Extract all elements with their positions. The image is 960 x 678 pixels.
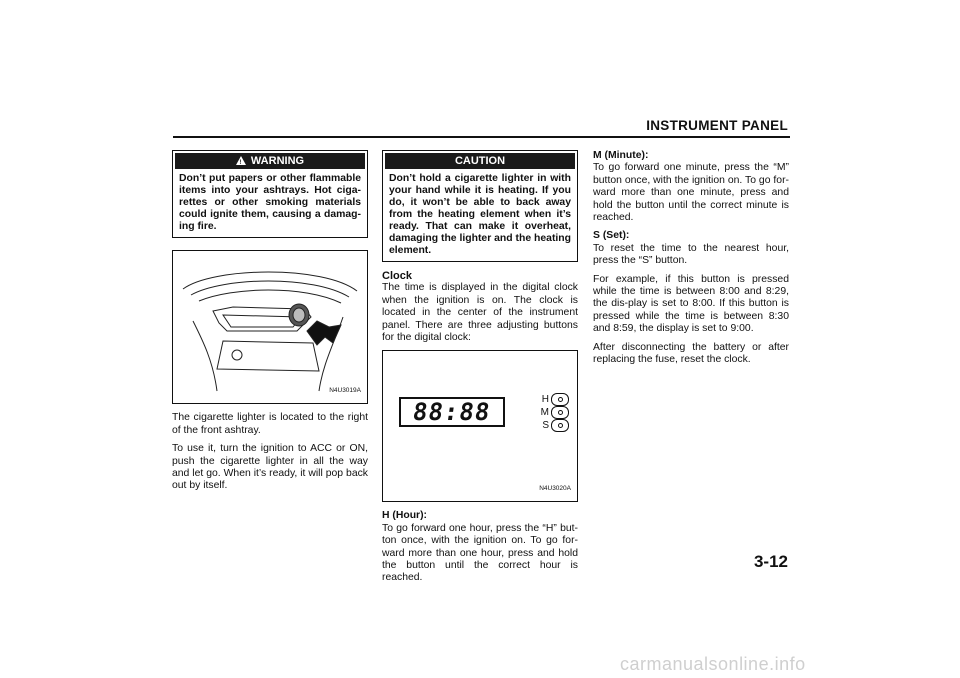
set-text: To reset the time to the nearest hour, press the “S” button.	[593, 242, 789, 267]
hour-heading: H (Hour):	[382, 510, 428, 522]
column-left	[172, 150, 368, 499]
round-button-icon	[551, 393, 569, 406]
reset-text: After disconnecting the battery or after replacing the fuse, reset the clock.	[593, 341, 789, 366]
warning-box	[172, 150, 368, 238]
clock-button-s-label: S	[542, 419, 549, 431]
hour-text: To go forward one hour, press the “H” but-ton once, with the ignition on. To go for-ward more than one hour, press and hold the button until the correct hour is reached.	[382, 522, 578, 584]
header-divider	[173, 136, 790, 138]
warning-label: WARNING	[250, 155, 305, 167]
figure-code: N4U3020A	[539, 485, 571, 493]
page-header-title: INSTRUMENT PANEL	[646, 118, 788, 133]
warning-header	[175, 153, 365, 169]
caution-text: Don’t hold a cigarette lighter in with your hand while it is heating. If you do, it won’t be able to back away from the heating element when it’s ready. That can make it overheat, damaging the lighter and the heating element.	[389, 173, 571, 257]
caution-box	[382, 150, 578, 262]
round-button-icon	[551, 419, 569, 432]
lighter-location-text: The cigarette lighter is located to the right of the front ashtray.	[172, 412, 368, 436]
figure-code: N4U3019A	[329, 387, 361, 394]
clock-figure	[382, 350, 578, 502]
clock-button-h[interactable]	[539, 393, 569, 406]
clock-button-m-label: M	[540, 406, 549, 418]
cigarette-lighter-illustration	[173, 251, 367, 403]
clock-description: The time is displayed in the digital clock when the ignition is on. The clock is located in the center of the instrument panel. There are three adjusting buttons for the digital clock:	[382, 282, 578, 344]
clock-button-s[interactable]	[539, 419, 569, 432]
clock-heading: Clock	[382, 270, 412, 283]
column-right	[593, 150, 789, 373]
example-text: For example, if this button is pressed while the time is between 8:00 and 8:29, the dis-play is set to 8:00. If this button is pressed while the time is between 8:30 and 8:59, the display is set to 9:00.	[593, 273, 789, 335]
minute-text: To go forward one minute, press the “M” button once, with the ignition on. To go for-ward more than one minute, press and hold the button until the correct minute is reached.	[593, 162, 789, 224]
lighter-usage-text: To use it, turn the ignition to ACC or ON, push the cigarette lighter in all the way and let go. When it’s ready, it will pop back out by itself.	[172, 443, 368, 492]
digital-clock-display	[399, 397, 505, 427]
watermark: carmanualsonline.info	[620, 654, 806, 674]
minute-heading: M (Minute):	[593, 150, 649, 161]
round-button-icon	[551, 406, 569, 419]
set-heading: S (Set):	[593, 230, 630, 242]
clock-button-h-label: H	[541, 393, 549, 405]
clock-digits: 88:88	[411, 398, 493, 427]
page-number: 3-12	[753, 552, 788, 571]
warning-triangle-icon	[236, 156, 246, 165]
caution-header: CAUTION	[385, 153, 575, 169]
lighter-figure	[172, 250, 368, 404]
warning-text: Don’t put papers or other flammable items into your ashtrays. Hot ciga-rettes or other smoking materials could ignite them, causing a damag-ing fire.	[179, 173, 361, 233]
column-middle	[382, 150, 578, 591]
clock-button-m[interactable]	[539, 406, 569, 419]
